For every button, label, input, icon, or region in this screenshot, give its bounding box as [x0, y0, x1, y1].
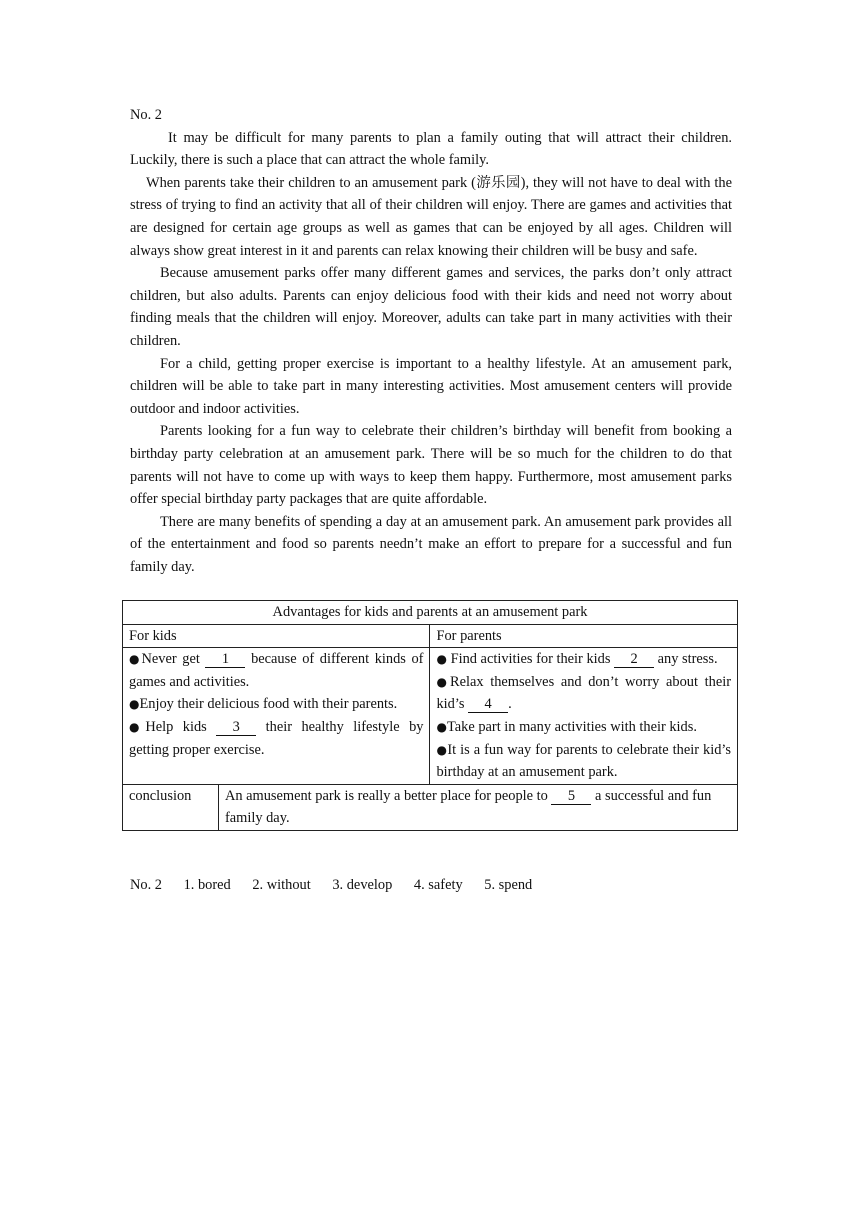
answer-2: 2. without [252, 877, 311, 893]
bullet-icon: ● [129, 652, 142, 667]
blank-2: 2 [614, 651, 654, 668]
passage [130, 104, 732, 578]
answer-3: 3. develop [332, 877, 393, 893]
conclusion-label: conclusion [123, 784, 219, 830]
bullet-icon: ● [436, 719, 447, 734]
answer-4: 4. safety [413, 877, 463, 893]
answer-1: 1. bored [183, 877, 231, 893]
kids-point-3: ●Help kids 3 their healthy lifestyle by getting proper exercise. [129, 718, 424, 758]
heading: No. 2 [130, 107, 162, 123]
parents-point-1: ● Find activities for their kids 2 any stress. [436, 651, 718, 668]
blank-4: 4 [468, 696, 508, 713]
kids-cell [123, 648, 430, 785]
bullet-icon: ● [129, 697, 140, 712]
kids-point-1: ●Never get 1 because of different kinds of games and activities. [129, 651, 424, 690]
paragraph-2: When parents take their children to an amusement park (游乐园), they will not have to deal with the stress of trying to find an activity that all of their children will enjoy. There are games and activities that are designed for certain age groups as well as games that can be enjoyed by all ages. Children will always show great interest in it and parents can relax knowing their children will be busy and safe. [130, 174, 732, 259]
column-header-parents: For parents [430, 624, 738, 648]
paragraph-1: It may be difficult for many parents to plan a family outing that will attract their children. Luckily, there is such a place that can attract the whole family. [130, 129, 732, 169]
parents-point-2: ●Relax themselves and don’t worry about their kid’s 4 . [436, 673, 731, 713]
conclusion-text: An amusement park is really a better place for people to 5 a successful and fun family day. [218, 784, 737, 830]
parents-point-4: ●It is a fun way for parents to celebrate their kid’s birthday at an amusement park. [436, 741, 731, 781]
answer-5: 5. spend [484, 877, 533, 893]
parents-cell [430, 648, 738, 785]
blank-3: 3 [216, 719, 256, 736]
table-title: Advantages for kids and parents at an amusement park [123, 601, 738, 625]
parents-point-3: ●Take part in many activities with their kids. [436, 718, 697, 735]
bullet-icon: ● [436, 674, 451, 689]
summary-table [122, 600, 738, 831]
paragraph-3: Because amusement parks offer many different games and services, the parks don’t only attract children, but also adults. Parents can enjoy delicious food with their kids and need not worry about finding meals that the children will enjoy. Moreover, adults can take part in many activities with their children. [130, 265, 732, 349]
bullet-icon: ● [129, 719, 146, 734]
paragraph-4: For a child, getting proper exercise is important to a healthy lifestyle. At an amusement park, children will be able to take part in many interesting activities. Most amusement centers will provide outdoor and indoor activities. [130, 355, 732, 417]
answer-key [130, 874, 532, 896]
paragraph-6: There are many benefits of spending a day at an amusement park. An amusement park provides all of the entertainment and food so parents needn’t make an effort to prepare for a successful and fun family day. [130, 513, 732, 575]
blank-1: 1 [205, 651, 245, 668]
column-header-kids: For kids [123, 624, 430, 648]
bullet-icon: ● [436, 742, 448, 757]
answer-key-label: No. 2 [130, 877, 162, 893]
paragraph-5: Parents looking for a fun way to celebrate their children’s birthday will benefit from booking a birthday party celebration at an amusement park. There will be so much for the children to do that parents will not have to come up with ways to keep them happy. Furthermore, most amusement parks offer special birthday party packages that are quite affordable. [130, 423, 732, 508]
bullet-icon: ● [436, 652, 447, 667]
kids-point-2: ●Enjoy their delicious food with their parents. [129, 696, 398, 713]
blank-5: 5 [551, 788, 591, 805]
